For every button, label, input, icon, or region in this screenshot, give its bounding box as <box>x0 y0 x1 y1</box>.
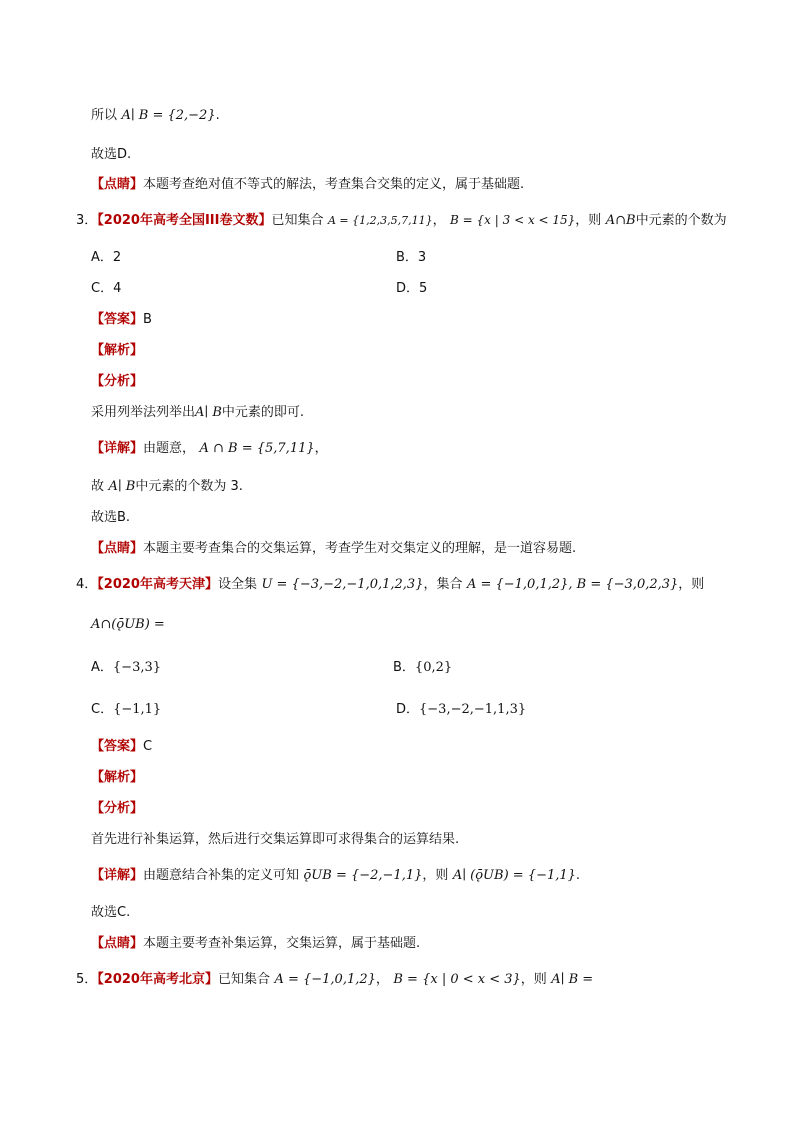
q4-fenxi-text: 首先进行补集运算，然后进行交集运算即可求得集合的运算结果. <box>91 832 460 847</box>
q4-choice: 故选C. <box>91 905 131 920</box>
q3-detail: 【详解】由题意， A ∩ B = {5,7,11}， <box>91 441 328 456</box>
q3-count: 故 A∣ B中元素的个数为 3. <box>91 479 243 494</box>
question-5-stem: 5．【2020年高考北京】已知集合 A = {−1,0,1,2}， B = {x | 0 < x < 3}，则 A∣ B = <box>76 972 594 987</box>
q3-option-a: A．2 <box>91 250 122 265</box>
q4-option-a: A．{−3,3} <box>91 660 162 675</box>
choice-line: 故选D. <box>91 147 132 162</box>
q4-option-c: C．{−1,1} <box>91 702 162 717</box>
q3-option-d: D．5 <box>396 281 428 296</box>
question-3-stem: 3．【2020年高考全国III卷文数】已知集合 A = {1,2,3,5,7,11}， B = {x | 3 < x < 15}，则 A∩B中元素的个数为 <box>76 213 727 228</box>
conclusion-line: 所以 A∣ B = {2,−2}. <box>91 108 220 123</box>
q4-option-d: D．{−3,−2,−1,1,3} <box>396 702 527 717</box>
q4-comment: 【点睛】本题主要考查补集运算，交集运算，属于基础题. <box>91 936 421 951</box>
q3-answer: 【答案】B <box>91 312 152 327</box>
q3-option-b: B．3 <box>396 250 427 265</box>
q4-option-b: B．{0,2} <box>393 660 453 675</box>
q4-answer: 【答案】C <box>91 739 153 754</box>
q3-analysis-heading: 【解析】 <box>91 343 144 358</box>
q3-fenxi-text: 采用列举法列举出A∣ B中元素的即可. <box>91 405 305 420</box>
q3-fenxi-heading: 【分析】 <box>91 374 144 389</box>
q4-fenxi-heading: 【分析】 <box>91 801 144 816</box>
q3-comment: 【点睛】本题主要考查集合的交集运算，考查学生对交集定义的理解，是一道容易题. <box>91 541 577 556</box>
q4-analysis-heading: 【解析】 <box>91 770 144 785</box>
q3-option-c: C．4 <box>91 281 122 296</box>
q3-choice: 故选B. <box>91 510 131 525</box>
comment-line: 【点睛】本题考查绝对值不等式的解法，考查集合交集的定义，属于基础题. <box>91 177 525 192</box>
question-4-expression: A∩(ǭUB) = <box>91 617 165 632</box>
q4-detail: 【详解】由题意结合补集的定义可知 ǭUB = {−2,−1,1}，则 A∣ (ǭUB) = {−1,1}. <box>91 868 581 883</box>
question-4-stem: 4．【2020年高考天津】设全集 U = {−3,−2,−1,0,1,2,3}，集合 A = {−1,0,1,2}, B = {−3,0,2,3}，则 <box>76 577 705 592</box>
